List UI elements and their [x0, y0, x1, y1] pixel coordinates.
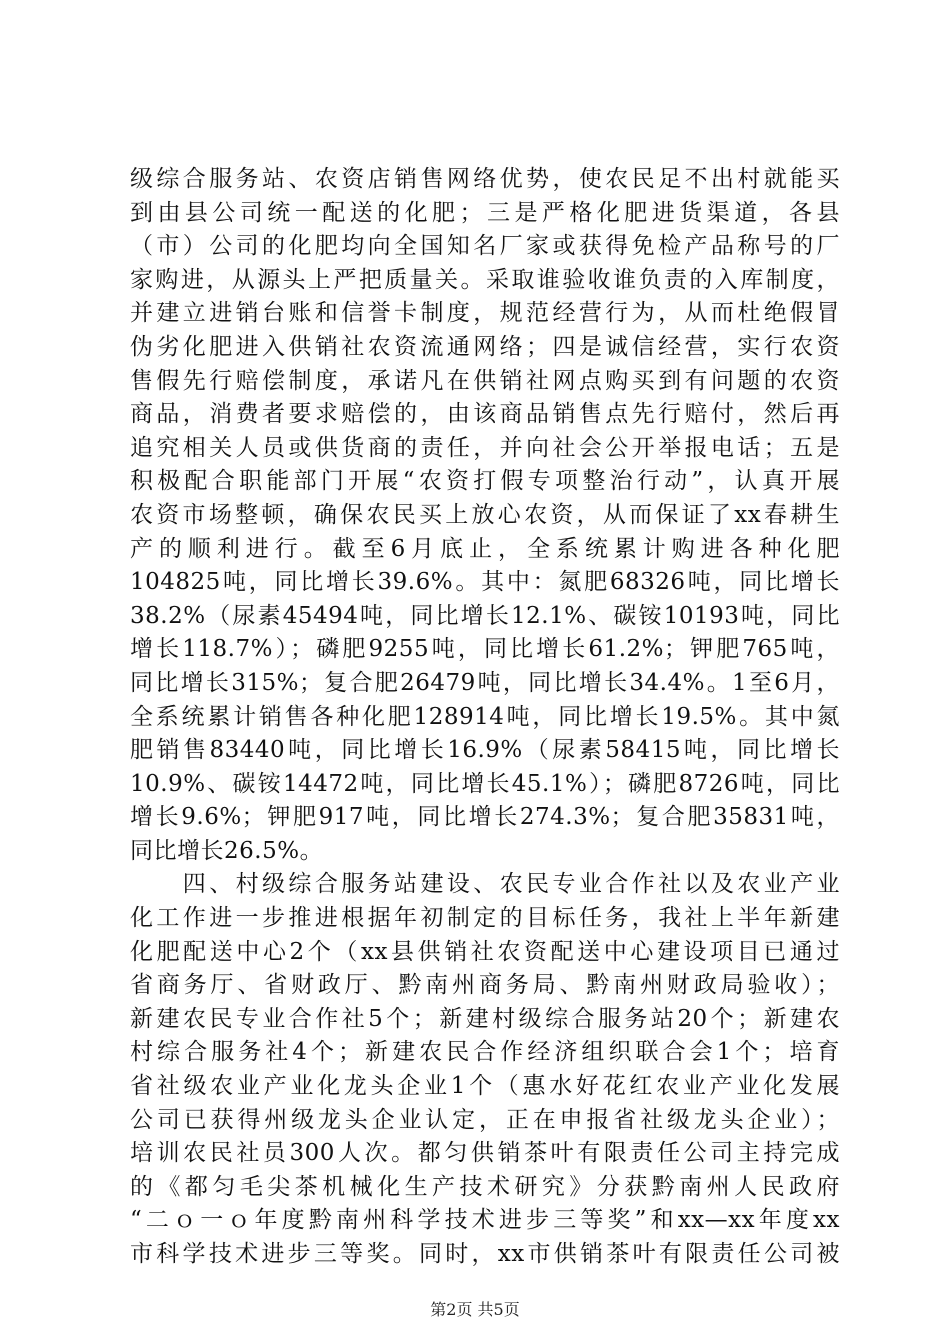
text-line: 同比增长315%；复合肥26479吨，同比增长34.4%。1至6月， — [130, 669, 840, 696]
text-line: 增长118.7%）；磷肥9255吨，同比增长61.2%；钾肥765吨， — [130, 636, 840, 663]
text-line: 到由县公司统一配送的化肥；三是严格化肥进货渠道，各县 — [130, 199, 840, 226]
text-line: 四、村级综合服务站建设、农民专业合作社以及农业产业 — [130, 871, 840, 898]
text-line: 增长9.6%；钾肥917吨，同比增长274.3%；复合肥35831吨， — [130, 804, 840, 831]
text-line: 全系统累计销售各种化肥128914吨，同比增长19.5%。其中氮 — [130, 703, 840, 730]
text-line: 市科学技术进步三等奖。同时，xx市供销茶叶有限责任公司被 — [130, 1241, 840, 1267]
text-line: 的《都匀毛尖茶机械化生产技术研究》分获黔南州人民政府 — [130, 1173, 840, 1200]
text-line: “二ｏ一ｏ年度黔南州科学技术进步三等奖”和xx—xx年度xx — [130, 1207, 840, 1234]
document-body — [130, 163, 840, 1272]
text-line: 售假先行赔偿制度，承诺凡在供销社网点购买到有问题的农资 — [130, 367, 840, 394]
text-line: 化工作进一步推进根据年初制定的目标任务，我社上半年新建 — [130, 905, 840, 932]
text-line: 级综合服务站、农资店销售网络优势，使农民足不出村就能买 — [130, 166, 840, 192]
text-line: 新建农民专业合作社5个；新建村级综合服务站20个；新建农 — [130, 1005, 840, 1032]
text-line: 村综合服务社4个；新建农民合作经济组织联合会1个；培育 — [130, 1039, 840, 1066]
page-footer: 第2页 共5页 — [430, 1300, 520, 1319]
text-line: 肥销售83440吨，同比增长16.9%（尿素58415吨，同比增长 — [130, 737, 840, 764]
text-line: 培训农民社员300人次。都匀供销茶叶有限责任公司主持完成 — [130, 1140, 840, 1167]
text-line: 38.2%（尿素45494吨，同比增长12.1%、碳铵10193吨，同比 — [130, 602, 840, 629]
text-line: 省商务厅、省财政厅、黔南州商务局、黔南州财政局验收）； — [130, 972, 840, 999]
text-line: 并建立进销台账和信誉卡制度，规范经营行为，从而杜绝假冒 — [130, 300, 840, 327]
text-line: 商品，消费者要求赔偿的，由该商品销售点先行赔付，然后再 — [130, 401, 840, 428]
text-line: 农资市场整顿，确保农民买上放心农资，从而保证了xx春耕生 — [130, 501, 840, 528]
text-line: （市）公司的化肥均向全国知名厂家或获得免检产品称号的厂 — [130, 233, 840, 260]
text-line: 同比增长26.5%。 — [130, 837, 324, 864]
text-line: 家购进，从源头上严把质量关。采取谁验收谁负责的入库制度， — [130, 266, 840, 293]
text-line: 积极配合职能部门开展“农资打假专项整治行动”，认真开展 — [130, 468, 840, 495]
text-line: 产的顺利进行。截至6月底止，全系统累计购进各种化肥 — [130, 535, 840, 562]
text-line: 追究相关人员或供货商的责任，并向社会公开举报电话；五是 — [130, 434, 840, 461]
text-line: 104825吨，同比增长39.6%。其中：氮肥68326吨，同比增长 — [130, 569, 840, 596]
text-line: 10.9%、碳铵14472吨，同比增长45.1%）；磷肥8726吨，同比 — [130, 770, 840, 797]
text-line: 伪劣化肥进入供销社农资流通网络；四是诚信经营，实行农资 — [130, 333, 840, 360]
text-line: 公司已获得州级龙头企业认定，正在申报省社级龙头企业）； — [130, 1106, 840, 1133]
text-line: 化肥配送中心2个（xx县供销社农资配送中心建设项目已通过 — [130, 938, 840, 965]
text-line: 省社级农业产业化龙头企业1个（惠水好花红农业产业化发展 — [130, 1073, 840, 1100]
